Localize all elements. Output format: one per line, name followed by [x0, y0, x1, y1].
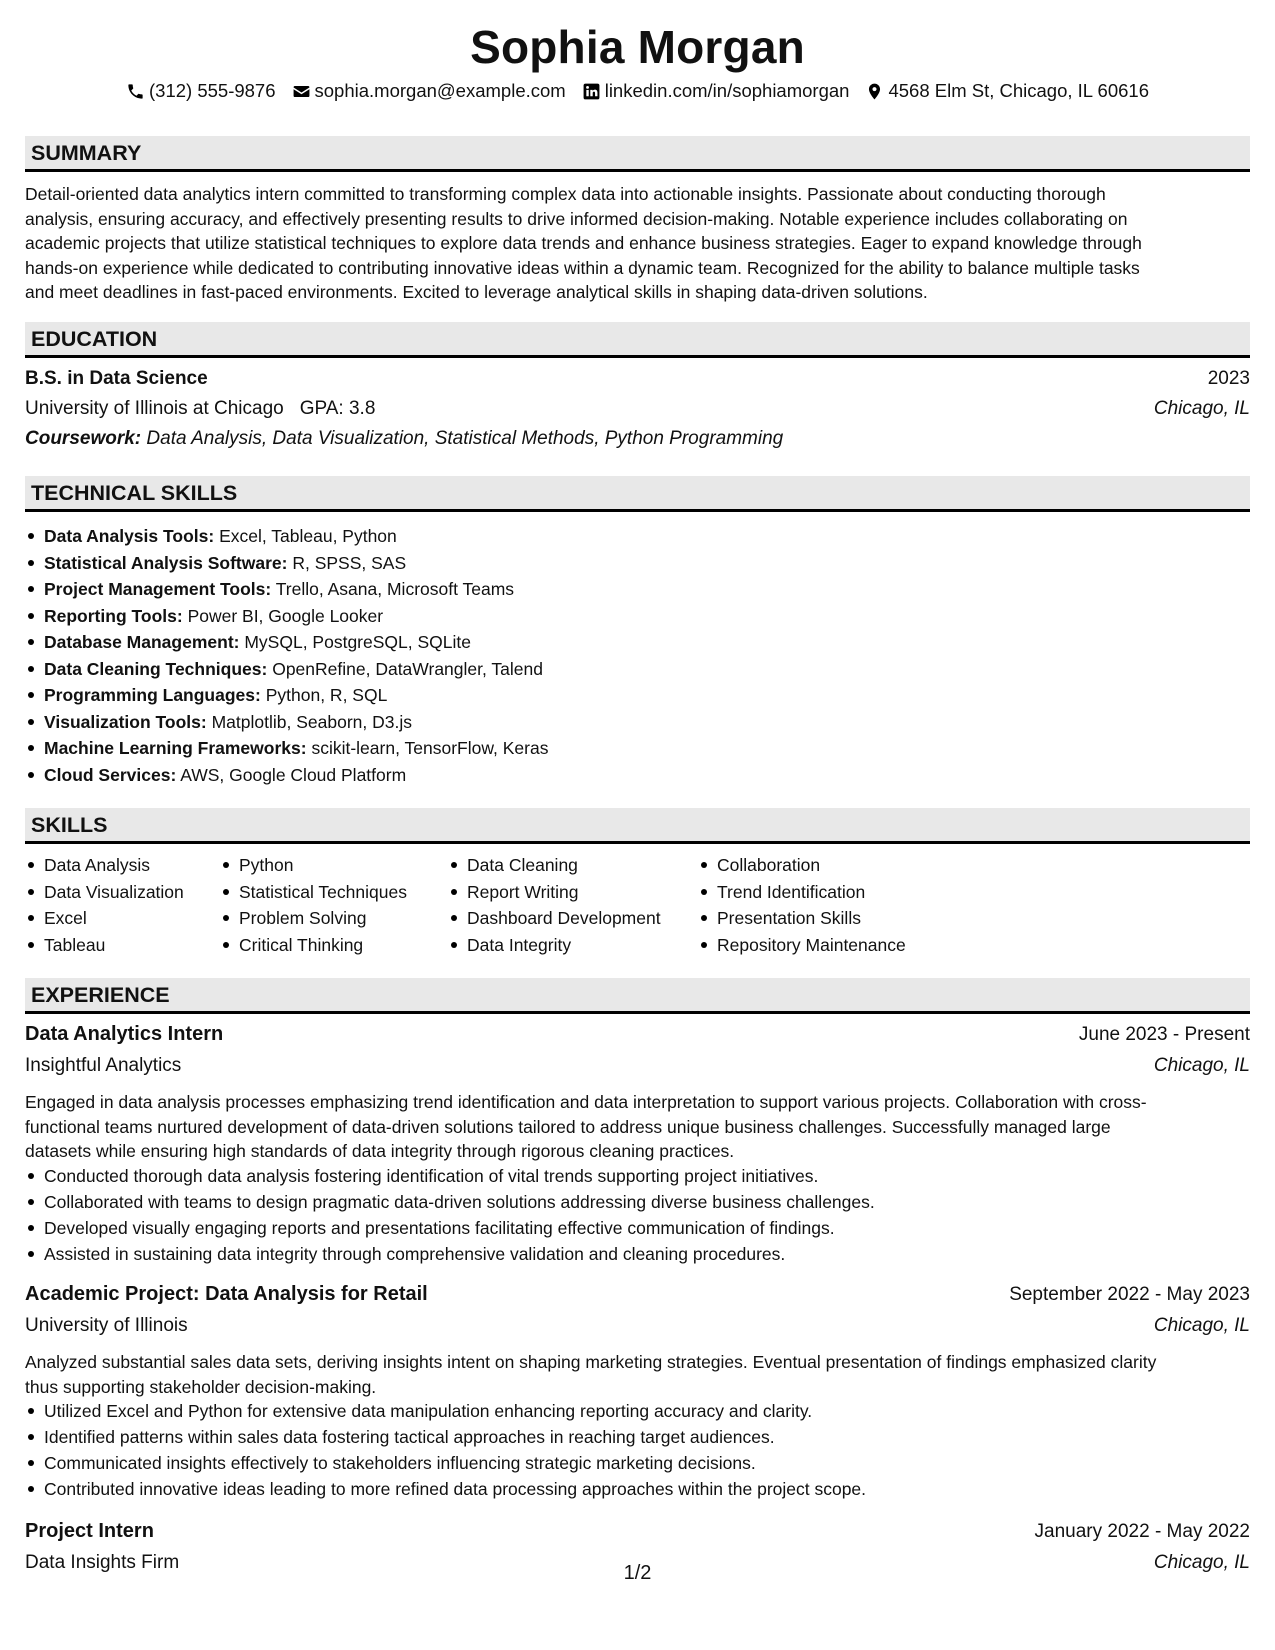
list-item: Collaboration — [698, 852, 906, 879]
description-line: Analyzed substantial sales data sets, deriving insights intent on shaping marketing strategies. Eventual presentation of findings emphasized clarity — [25, 1352, 1157, 1372]
contact-email[interactable] — [292, 80, 566, 102]
map-marker-icon — [865, 82, 884, 101]
job-title: Project Intern — [25, 1520, 154, 1542]
list-item: Excel — [25, 905, 184, 932]
job-header — [25, 1023, 1250, 1046]
coursework — [25, 428, 1250, 450]
summary-line: academic projects that utilize statistical techniques to explore data trends and enhance business strategies. Eager to expand knowledge through — [25, 233, 1142, 253]
list-item: Presentation Skills — [698, 905, 906, 932]
list-item: Repository Maintenance — [698, 932, 906, 959]
list-item: Statistical Techniques — [220, 879, 407, 906]
list-item: Trend Identification — [698, 879, 906, 906]
description-line: Engaged in data analysis processes emphasizing trend identification and data interpretation to support various projects. Collaboration with cross- — [25, 1092, 1147, 1112]
graduation-year: 2023 — [1207, 368, 1250, 389]
list-item: Data Analysis Tools: Excel, Tableau, Python — [25, 523, 548, 550]
school-name: University of Illinois at Chicago — [25, 398, 284, 419]
list-item: Project Management Tools: Trello, Asana, Microsoft Teams — [25, 576, 548, 603]
skills-column-2 — [220, 852, 407, 958]
job-description — [25, 1090, 1250, 1164]
degree: B.S. in Data Science — [25, 368, 208, 389]
job-header — [25, 1283, 1250, 1306]
list-item: Statistical Analysis Software: R, SPSS, SAS — [25, 550, 548, 577]
description-line: functional teams nurtured development of data-driven solutions tailored to address unique business challenges. Successfully managed large — [25, 1116, 1111, 1137]
list-item: Utilized Excel and Python for extensive data manipulation enhancing reporting accuracy and clarity. — [25, 1398, 866, 1424]
summary-line: Detail-oriented data analytics intern committed to transforming complex data into actionable insights. Passionate about conducting thorough — [25, 184, 1106, 204]
summary-heading: SUMMARY — [25, 136, 1250, 172]
list-item: Report Writing — [448, 879, 661, 906]
technical-skills-heading: TECHNICAL SKILLS — [25, 476, 1250, 512]
description-line: datasets while ensuring high standards of data integrity through rigorous cleaning practices. — [25, 1141, 735, 1161]
company-name: Insightful Analytics — [25, 1055, 182, 1076]
list-item: Python — [220, 852, 407, 879]
gpa: GPA: 3.8 — [299, 398, 376, 419]
summary-line: hands-on experience while dedicated to contributing innovative ideas within a dynamic team. Recognized for the ability to balance multiple tasks — [25, 257, 1140, 278]
list-item: Dashboard Development — [448, 905, 661, 932]
school-location: Chicago, IL — [1153, 398, 1250, 419]
skills-heading: SKILLS — [25, 808, 1250, 844]
list-item: Problem Solving — [220, 905, 407, 932]
list-item: Reporting Tools: Power BI, Google Looker — [25, 603, 548, 630]
linkedin-icon — [582, 82, 601, 101]
list-item: Data Cleaning — [448, 852, 661, 879]
job-subheader — [25, 1315, 1250, 1337]
email-link[interactable]: sophia.morgan@example.com — [314, 80, 566, 101]
technical-skills-list — [25, 523, 548, 788]
list-item: Contributed innovative ideas leading to more refined data processing approaches within the project scope. — [25, 1476, 866, 1502]
experience-heading: EXPERIENCE — [25, 978, 1250, 1014]
school-info — [25, 398, 375, 420]
skills-column-3 — [448, 852, 661, 958]
job-header — [25, 1520, 1250, 1543]
education-row-1 — [25, 368, 1250, 390]
skills-column-1 — [25, 852, 184, 958]
list-item: Conducted thorough data analysis fostering identification of vital trends supporting project initiatives. — [25, 1163, 875, 1189]
job-location: Chicago, IL — [1153, 1315, 1250, 1336]
list-item: Developed visually engaging reports and presentations facilitating effective communication of findings. — [25, 1215, 875, 1241]
address-text: 4568 Elm St, Chicago, IL 60616 — [888, 80, 1149, 101]
summary-text — [25, 182, 1250, 305]
job-title: Data Analytics Intern — [25, 1023, 224, 1045]
linkedin-link[interactable]: linkedin.com/in/sophiamorgan — [604, 80, 850, 101]
list-item: Database Management: MySQL, PostgreSQL, SQLite — [25, 629, 548, 656]
list-item: Tableau — [25, 932, 184, 959]
description-line: thus supporting stakeholder decision-making. — [25, 1376, 377, 1397]
envelope-icon — [292, 82, 311, 101]
list-item: Programming Languages: Python, R, SQL — [25, 682, 548, 709]
contact-bar — [0, 80, 1275, 102]
job-dates: September 2022 - May 2023 — [1009, 1284, 1250, 1305]
list-item: Cloud Services: AWS, Google Cloud Platform — [25, 762, 548, 789]
list-item: Critical Thinking — [220, 932, 407, 959]
coursework-label: Coursework: — [25, 428, 142, 449]
list-item: Data Analysis — [25, 852, 184, 879]
contact-address — [865, 80, 1149, 102]
list-item: Machine Learning Frameworks: scikit-learn, TensorFlow, Keras — [25, 735, 548, 762]
skills-column-4 — [698, 852, 906, 958]
page-number: 1/2 — [623, 1562, 652, 1584]
education-heading: EDUCATION — [25, 322, 1250, 358]
phone-icon — [126, 82, 145, 101]
list-item: Visualization Tools: Matplotlib, Seaborn, D3.js — [25, 709, 548, 736]
job-description — [25, 1350, 1250, 1399]
job-location: Chicago, IL — [1153, 1552, 1250, 1573]
list-item: Assisted in sustaining data integrity through comprehensive validation and cleaning procedures. — [25, 1241, 875, 1267]
company-name: Data Insights Firm — [25, 1552, 180, 1573]
contact-linkedin[interactable] — [582, 80, 850, 102]
job-dates: January 2022 - May 2022 — [1034, 1521, 1250, 1542]
summary-line: analysis, ensuring accuracy, and effectively presenting results to drive informed decision-making. Notable experience includes collaborating on — [25, 208, 1128, 229]
contact-phone — [126, 80, 276, 102]
list-item: Data Cleaning Techniques: OpenRefine, DataWrangler, Talend — [25, 656, 548, 683]
list-item: Collaborated with teams to design pragmatic data-driven solutions addressing diverse business challenges. — [25, 1189, 875, 1215]
list-item: Data Integrity — [448, 932, 661, 959]
education-row-2 — [25, 398, 1250, 420]
job-location: Chicago, IL — [1153, 1055, 1250, 1076]
candidate-name: Sophia Morgan — [470, 21, 805, 73]
list-item: Communicated insights effectively to stakeholders influencing strategic marketing decisions. — [25, 1450, 866, 1476]
job-dates: June 2023 - Present — [1078, 1024, 1250, 1045]
list-item: Data Visualization — [25, 879, 184, 906]
job-bullets — [25, 1398, 866, 1502]
job-bullets — [25, 1163, 875, 1267]
coursework-list: Data Analysis, Data Visualization, Statistical Methods, Python Programming — [146, 428, 784, 449]
list-item: Identified patterns within sales data fostering tactical approaches in reaching target audiences. — [25, 1424, 866, 1450]
company-name: University of Illinois — [25, 1315, 188, 1336]
summary-line: and meet deadlines in fast-paced environments. Excited to leverage analytical skills in shaping data-driven solutions. — [25, 282, 928, 302]
phone-text: (312) 555-9876 — [149, 80, 276, 101]
job-subheader — [25, 1055, 1250, 1077]
job-title: Academic Project: Data Analysis for Retail — [25, 1283, 428, 1305]
